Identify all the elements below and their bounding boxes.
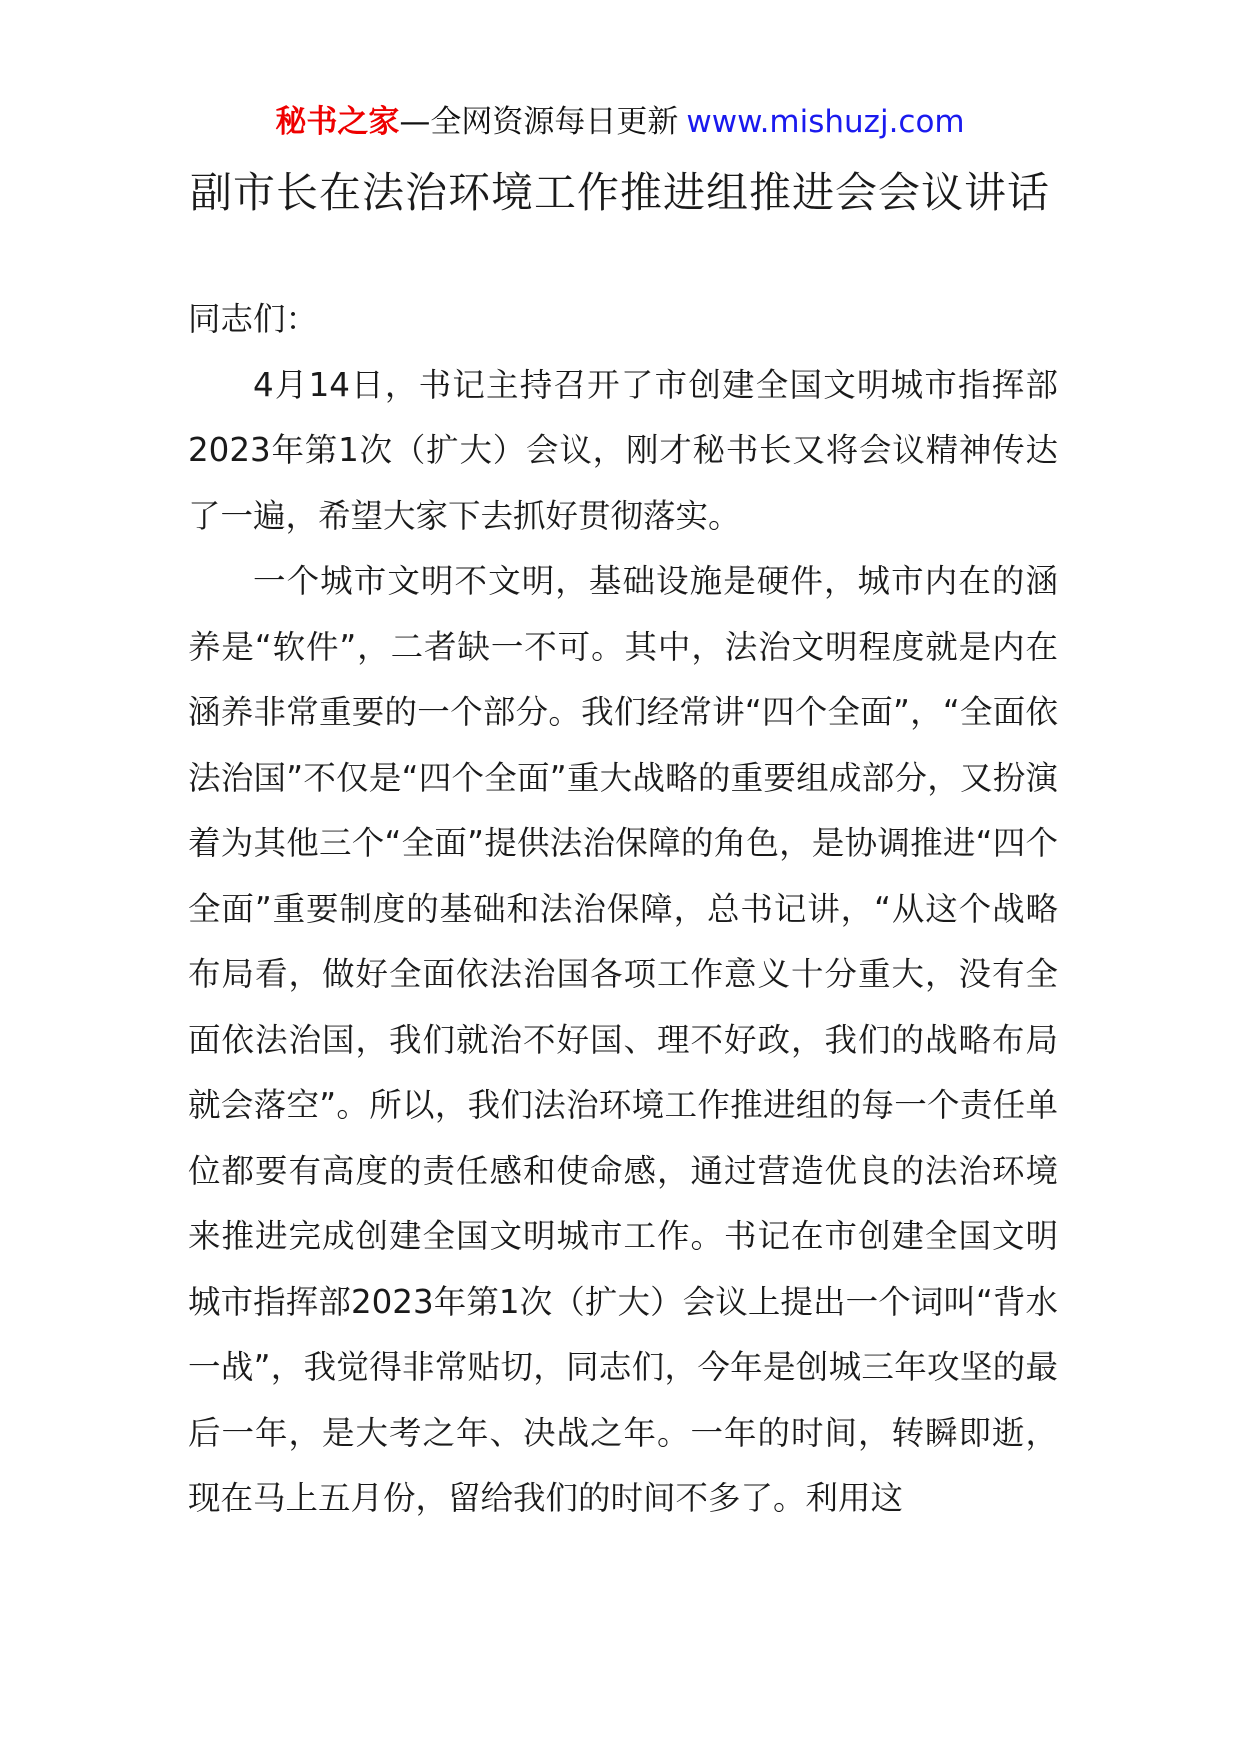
document-body [188, 287, 1058, 1532]
document-title: 副市长在法治环境工作推进组推进会会议讲话 [189, 168, 1050, 217]
site-header [0, 100, 1240, 144]
paragraph: 一个城市文明不文明，基础设施是硬件，城市内在的涵养是“软件”，二者缺一不可。其中，法治文明程度就是内在涵养非常重要的一个部分。我们经常讲“四个全面”，“全面依法治国”不仅是“四个全面”重大战略的重要组成部分，又扮演着为其他三个“全面”提供法治保障的角色，是协调推进“四个全面”重要制度的基础和法治保障，总书记讲，“从这个战略布局看，做好全面依法治国各项工作意义十分重大，没有全面依法治国，我们就治不好国、理不好政，我们的战略布局就会落空”。所以，我们法治环境工作推进组的每一个责任单位都要有高度的责任感和使命感，通过营造优良的法治环境来推进完成创建全国文明城市工作。书记在市创建全国文明城市指挥部2023年第1次（扩大）会议上提出一个词叫“背水一战”，我觉得非常贴切，同志们，今年是创城三年攻坚的最后一年，是大考之年、决战之年。一年的时间，转瞬即逝，现在马上五月份，留给我们的时间不多了。利用这 [188, 562, 1058, 1517]
paragraph: 4月14日，书记主持召开了市创建全国文明城市指挥部2023年第1次（扩大）会议，刚才秘书长又将会议精神传达了一遍，希望大家下去抓好贯彻落实。 [188, 365, 1058, 535]
site-tagline: —全网资源每日更新 [399, 104, 679, 140]
salutation: 同志们： [188, 300, 319, 338]
site-brand: 秘书之家 [275, 104, 400, 140]
site-url-link[interactable]: www.mishuzj.com [686, 104, 965, 140]
